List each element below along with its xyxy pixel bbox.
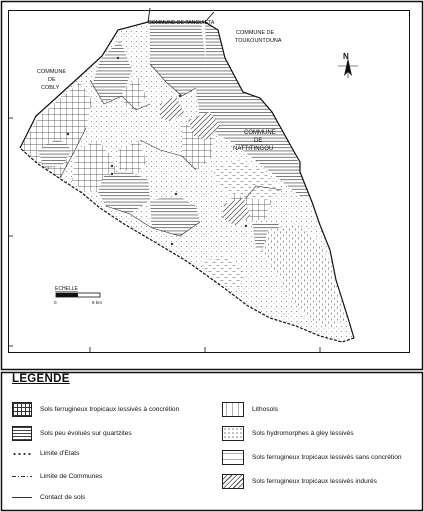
legend-item-hydromorphes: [222, 426, 354, 441]
legend-item-contact-sols: [12, 494, 85, 501]
legend-item-limite-communes: [12, 473, 102, 480]
swatch-dots: [222, 426, 244, 441]
swatch-state-boundary: [12, 452, 32, 456]
swatch-commune-boundary: [12, 476, 32, 477]
legend-label-hydromorphes: Sols hydromorphes à gley lessivés: [252, 430, 354, 437]
legend-item-sans-concretion: [222, 450, 402, 465]
legend-label-contact-sols: Contact de sols: [40, 494, 86, 501]
swatch-dashes: [222, 450, 244, 465]
label-north: N: [343, 52, 349, 61]
legend-label-sans-concretion: Sols ferrugineux tropicaux lessivés sans concrétion: [252, 454, 402, 461]
legend-frame: [2, 373, 423, 511]
legend-item-indures: [222, 474, 377, 489]
legend-label-limite-communes: Limite de Communes: [40, 473, 103, 480]
swatch-diagonal: [222, 474, 244, 489]
legend-label-quartzites: Sols peu évolués sur quartzites: [40, 430, 132, 437]
legend-title: LEGENDE: [12, 373, 70, 385]
label-natitingou-2: DE: [254, 138, 263, 144]
label-scale-zero: 0: [54, 300, 57, 305]
legend-label-limite-etats: Limite d'Etats: [40, 450, 80, 457]
legend-item-quartzites: [12, 426, 132, 441]
label-cobly-2: DE: [48, 77, 56, 83]
label-natitingou-1: COMMUNE: [244, 130, 276, 136]
swatch-horizontal-lines: [12, 426, 32, 441]
label-toukountouna-2: TOUKOUNTOUNA: [235, 38, 282, 44]
label-cobly-3: COBLY: [41, 85, 60, 91]
swatch-soil-contact: [12, 497, 32, 498]
label-toukountouna-1: COMMUNE DE: [236, 30, 275, 36]
legend-item-concretion: [12, 402, 179, 417]
legend-item-lithosols: [222, 402, 278, 417]
legend-label-lithosols: Lithosols: [252, 406, 279, 413]
legend-label-indures: Sols ferrugineux tropicaux lessivés indurés: [252, 478, 377, 485]
label-cobly-1: COMMUNE: [37, 69, 67, 75]
scale-bar: [56, 293, 100, 297]
label-natitingou-3: NATTITINGOU: [233, 146, 274, 152]
label-scale-title: ECHELLE: [55, 286, 78, 292]
swatch-grid: [12, 402, 32, 417]
legend-label-concretion: Sols ferrugineux tropicaux lessivés à concrétion: [40, 406, 180, 413]
label-tanguieta: COMMUNE DE TANGUIETA: [148, 20, 215, 26]
label-scale-end: 6 km: [92, 300, 102, 305]
swatch-vertical-dashes: [222, 402, 244, 417]
legend-item-limite-etats: [12, 450, 79, 457]
